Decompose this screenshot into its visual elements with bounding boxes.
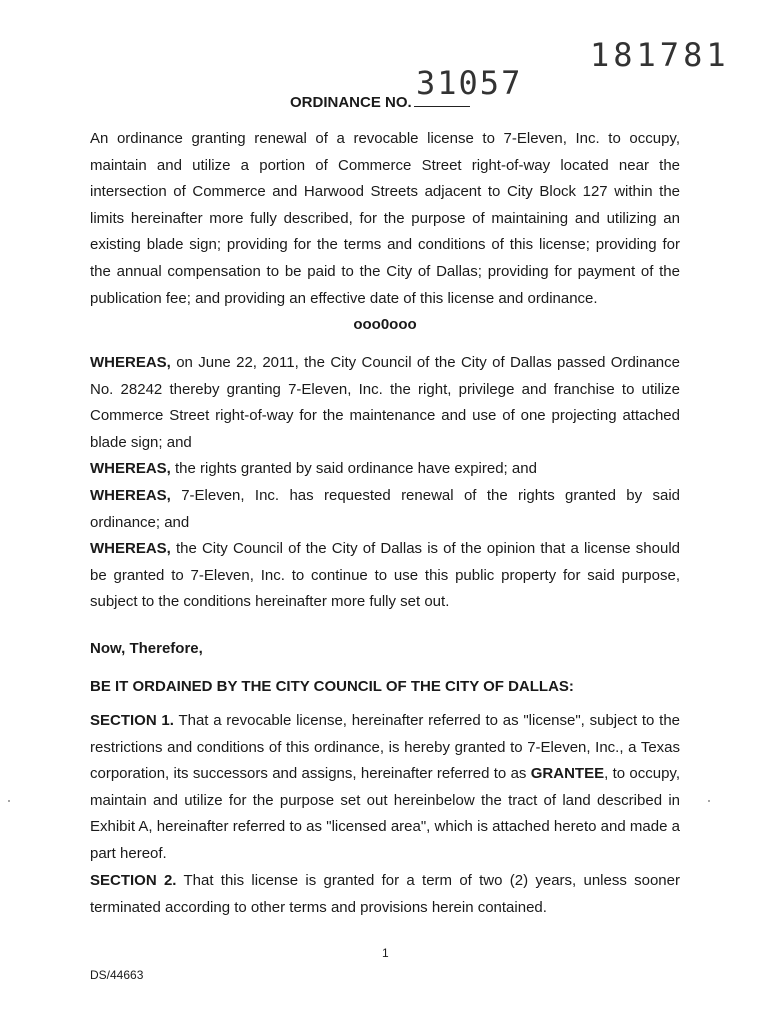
separator: ooo0ooo [353, 316, 417, 334]
document-id: DS/44663 [90, 968, 144, 982]
whereas-lead: WHEREAS, [90, 460, 171, 478]
section-2 [90, 868, 680, 921]
whereas-lead: WHEREAS, [90, 354, 171, 371]
section-1-text-b: , to occupy, maintain and utilize for the purpose set out hereinbelow the tract of land described in Exhibit A, hereinafter referred to as "licensed area", which is attached hereto and made a part hereof. [90, 765, 680, 862]
ordinance-number-blank [414, 94, 470, 107]
whereas-clause-4 [90, 536, 680, 616]
whereas-clause-2 [90, 456, 680, 483]
ordinance-number-stamp: 31057 [416, 64, 523, 102]
whereas-lead: WHEREAS, [90, 486, 171, 504]
whereas-clause-1 [90, 350, 680, 456]
whereas-clauses [90, 350, 680, 616]
section-1-lead: SECTION 1. [90, 712, 174, 729]
now-therefore: Now, Therefore, [90, 640, 203, 657]
ordinance-label: ORDINANCE NO. [290, 94, 412, 111]
section-2-lead: SECTION 2. [90, 872, 177, 889]
section-1 [90, 708, 680, 868]
whereas-text: the rights granted by said ordinance have expired; and [170, 460, 537, 478]
be-it-ordained: BE IT ORDAINED BY THE CITY COUNCIL OF THE CITY OF DALLAS: [90, 678, 574, 695]
whereas-text: the City Council of the City of Dallas is of the opinion that a license should be granted to 7-Eleven, Inc. to continue to use this public property for said purpose, subject to the conditions hereinafter more fully set out. [90, 540, 680, 611]
scan-speck [708, 800, 710, 802]
scan-speck [8, 800, 10, 802]
intro-paragraph [90, 126, 680, 339]
whereas-lead: WHEREAS, [90, 540, 171, 558]
page-number: 1 [382, 946, 389, 960]
section-1-text-a: That a revocable license, hereinafter referred to as "license", subject to the restrictions and conditions of this ordinance, is hereby granted to 7-Eleven, Inc., a Texas corporation, its successors and assigns, hereinafter referred to as [90, 712, 680, 783]
section-2-text: That this license is granted for a term of two (2) years, unless sooner terminated according to other terms and provisions herein contained. [90, 872, 680, 916]
top-stamp-number: 181781 [590, 36, 730, 74]
ordinance-heading [290, 94, 470, 111]
intro-text: An ordinance granting renewal of a revocable license to 7-Eleven, Inc. to occupy, maintain and utilize a portion of Commerce Street right-of-way located near the intersection of Commerce and Harwood Streets adjacent to City Block 127 within the limits hereinafter more fully described, for the purpose of maintaining and utilizing an existing blade sign; providing for the terms and conditions of this license; providing for the annual compensation to be paid to the City of Dallas; providing for payment of the publication fee; and providing an effective date of this license and ordinance. [90, 130, 680, 307]
grantee-term: GRANTEE [530, 765, 605, 783]
whereas-text: 7-Eleven, Inc. has requested renewal of the rights granted by said ordinance; and [90, 486, 680, 531]
whereas-clause-3 [90, 483, 680, 536]
whereas-text: on June 22, 2011, the City Council of the City of Dallas passed Ordinance No. 28242 thereby granting 7-Eleven, Inc. the right, privilege and franchise to utilize Commerce Street right-of-way for the maintenance and use of one projecting attached blade sign; and [90, 354, 680, 451]
